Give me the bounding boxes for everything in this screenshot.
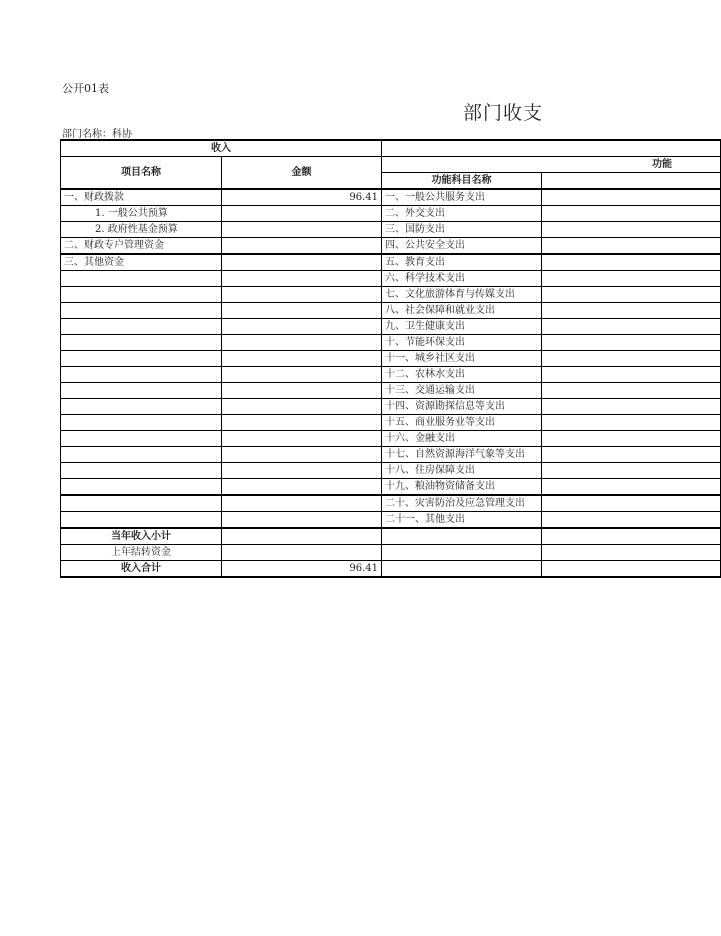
table-row bbox=[61, 495, 721, 512]
income-amount-cell bbox=[222, 319, 382, 335]
expense-item-cell bbox=[382, 528, 542, 545]
income-amount-cell bbox=[222, 512, 382, 529]
expense-amount-cell bbox=[542, 545, 721, 561]
expense-item-cell: 十六、金融支出 bbox=[382, 431, 542, 447]
table-row bbox=[61, 189, 721, 206]
table-row bbox=[61, 287, 721, 303]
income-amount-cell bbox=[222, 495, 382, 512]
income-amount-cell bbox=[222, 463, 382, 479]
expense-amount-cell bbox=[542, 238, 721, 255]
expense-item-cell: 三、国防支出 bbox=[382, 222, 542, 238]
function-amount-header bbox=[542, 173, 721, 190]
table-row bbox=[61, 528, 721, 545]
table-row bbox=[61, 335, 721, 351]
income-item-cell bbox=[61, 447, 222, 463]
page-title: 部门收支 bbox=[463, 102, 544, 124]
table-row bbox=[61, 479, 721, 496]
income-amount-cell bbox=[222, 303, 382, 319]
income-amount-cell bbox=[222, 528, 382, 545]
table-row bbox=[61, 447, 721, 463]
expense-amount-cell bbox=[542, 479, 721, 496]
income-item-cell bbox=[61, 271, 222, 287]
expense-amount-cell bbox=[542, 254, 721, 271]
income-amount-cell: 96.41 bbox=[222, 189, 382, 206]
function-subject-name-header: 功能科目名称 bbox=[382, 173, 542, 190]
expense-item-cell: 九、卫生健康支出 bbox=[382, 319, 542, 335]
expense-amount-cell bbox=[542, 351, 721, 367]
table-row bbox=[61, 367, 721, 383]
budget-table bbox=[60, 139, 721, 578]
income-item-cell bbox=[61, 351, 222, 367]
income-amount-cell bbox=[222, 351, 382, 367]
header-row-2 bbox=[61, 157, 721, 173]
income-amount-cell: 96.41 bbox=[222, 561, 382, 578]
expense-item-cell bbox=[382, 561, 542, 578]
income-amount-cell bbox=[222, 238, 382, 255]
table-row bbox=[61, 351, 721, 367]
expense-item-cell: 二、外交支出 bbox=[382, 206, 542, 222]
amount-header: 金额 bbox=[222, 157, 382, 190]
expense-amount-cell bbox=[542, 399, 721, 415]
department-name: 部门名称：科协 bbox=[62, 129, 132, 140]
expense-amount-cell bbox=[542, 415, 721, 431]
table-row bbox=[61, 319, 721, 335]
income-item-cell bbox=[61, 367, 222, 383]
table-row bbox=[61, 222, 721, 238]
expense-item-cell: 八、社会保障和就业支出 bbox=[382, 303, 542, 319]
income-item-cell bbox=[61, 303, 222, 319]
expense-amount-cell bbox=[542, 303, 721, 319]
income-total-label: 收入合计 bbox=[61, 561, 222, 578]
expense-amount-cell bbox=[542, 222, 721, 238]
expense-amount-cell bbox=[542, 561, 721, 578]
income-amount-cell bbox=[222, 271, 382, 287]
income-item-cell bbox=[61, 287, 222, 303]
expense-item-cell: 十五、商业服务业等支出 bbox=[382, 415, 542, 431]
expense-item-cell: 一、一般公共服务支出 bbox=[382, 189, 542, 206]
income-amount-cell bbox=[222, 545, 382, 561]
expense-item-cell: 六、科学技术支出 bbox=[382, 271, 542, 287]
expense-header bbox=[382, 140, 721, 157]
prior-year-carryover-label: 上年结转资金 bbox=[61, 545, 222, 561]
income-item-cell bbox=[61, 335, 222, 351]
income-amount-cell bbox=[222, 399, 382, 415]
income-amount-cell bbox=[222, 479, 382, 496]
expense-amount-cell bbox=[542, 271, 721, 287]
table-row bbox=[61, 561, 721, 578]
income-item-cell bbox=[61, 463, 222, 479]
expense-item-cell: 十七、自然资源海洋气象等支出 bbox=[382, 447, 542, 463]
table-row bbox=[61, 206, 721, 222]
expense-item-cell: 二十、灾害防治及应急管理支出 bbox=[382, 495, 542, 512]
table-row bbox=[61, 399, 721, 415]
expense-item-cell: 十一、城乡社区支出 bbox=[382, 351, 542, 367]
table-row bbox=[61, 254, 721, 271]
income-amount-cell bbox=[222, 206, 382, 222]
table-row bbox=[61, 383, 721, 399]
income-item-cell bbox=[61, 383, 222, 399]
income-amount-cell bbox=[222, 447, 382, 463]
expense-amount-cell bbox=[542, 495, 721, 512]
expense-amount-cell bbox=[542, 367, 721, 383]
table-row bbox=[61, 463, 721, 479]
item-name-header: 项目名称 bbox=[61, 157, 222, 190]
income-item-cell bbox=[61, 415, 222, 431]
table-row bbox=[61, 415, 721, 431]
expense-item-cell: 十、节能环保支出 bbox=[382, 335, 542, 351]
income-amount-cell bbox=[222, 415, 382, 431]
income-amount-cell bbox=[222, 287, 382, 303]
expense-item-cell: 十三、交通运输支出 bbox=[382, 383, 542, 399]
expense-amount-cell bbox=[542, 335, 721, 351]
table-row bbox=[61, 545, 721, 561]
table-row bbox=[61, 431, 721, 447]
income-item-cell bbox=[61, 479, 222, 496]
income-item-cell: 二、财政专户管理资金 bbox=[61, 238, 222, 255]
expense-item-cell: 七、文化旅游体育与传媒支出 bbox=[382, 287, 542, 303]
income-amount-cell bbox=[222, 431, 382, 447]
expense-amount-cell bbox=[542, 528, 721, 545]
expense-amount-cell bbox=[542, 287, 721, 303]
income-amount-cell bbox=[222, 254, 382, 271]
expense-amount-cell bbox=[542, 189, 721, 206]
income-item-cell: 一、财政拨款 bbox=[61, 189, 222, 206]
table-row bbox=[61, 303, 721, 319]
income-item-cell: 1. 一般公共预算 bbox=[61, 206, 222, 222]
income-item-cell bbox=[61, 431, 222, 447]
income-item-cell: 三、其他资金 bbox=[61, 254, 222, 271]
income-item-cell: 2. 政府性基金预算 bbox=[61, 222, 222, 238]
expense-item-cell: 十四、资源勘探信息等支出 bbox=[382, 399, 542, 415]
budget-table-viewport bbox=[60, 139, 672, 591]
expense-item-cell: 五、教育支出 bbox=[382, 254, 542, 271]
table-row bbox=[61, 512, 721, 529]
income-item-cell bbox=[61, 399, 222, 415]
expense-item-cell: 十九、粮油物资储备支出 bbox=[382, 479, 542, 496]
expense-item-cell: 十二、农林水支出 bbox=[382, 367, 542, 383]
expense-item-cell bbox=[382, 545, 542, 561]
income-item-cell bbox=[61, 319, 222, 335]
expense-item-cell: 二十一、其他支出 bbox=[382, 512, 542, 529]
expense-amount-cell bbox=[542, 431, 721, 447]
expense-amount-cell bbox=[542, 447, 721, 463]
income-amount-cell bbox=[222, 335, 382, 351]
table-row bbox=[61, 238, 721, 255]
income-item-cell bbox=[61, 495, 222, 512]
expense-amount-cell bbox=[542, 383, 721, 399]
expense-item-cell: 十八、住房保障支出 bbox=[382, 463, 542, 479]
expense-item-cell: 四、公共安全支出 bbox=[382, 238, 542, 255]
expense-amount-cell bbox=[542, 512, 721, 529]
table-row bbox=[61, 271, 721, 287]
income-amount-cell bbox=[222, 383, 382, 399]
income-amount-cell bbox=[222, 367, 382, 383]
income-amount-cell bbox=[222, 222, 382, 238]
current-year-subtotal-label: 当年收入小计 bbox=[61, 528, 222, 545]
function-header: 功能 bbox=[382, 157, 721, 173]
form-code: 公开01表 bbox=[62, 82, 109, 95]
income-header: 收入 bbox=[61, 140, 382, 157]
expense-amount-cell bbox=[542, 319, 721, 335]
expense-amount-cell bbox=[542, 206, 721, 222]
expense-amount-cell bbox=[542, 463, 721, 479]
income-item-cell bbox=[61, 512, 222, 529]
header-row-1 bbox=[61, 140, 721, 157]
